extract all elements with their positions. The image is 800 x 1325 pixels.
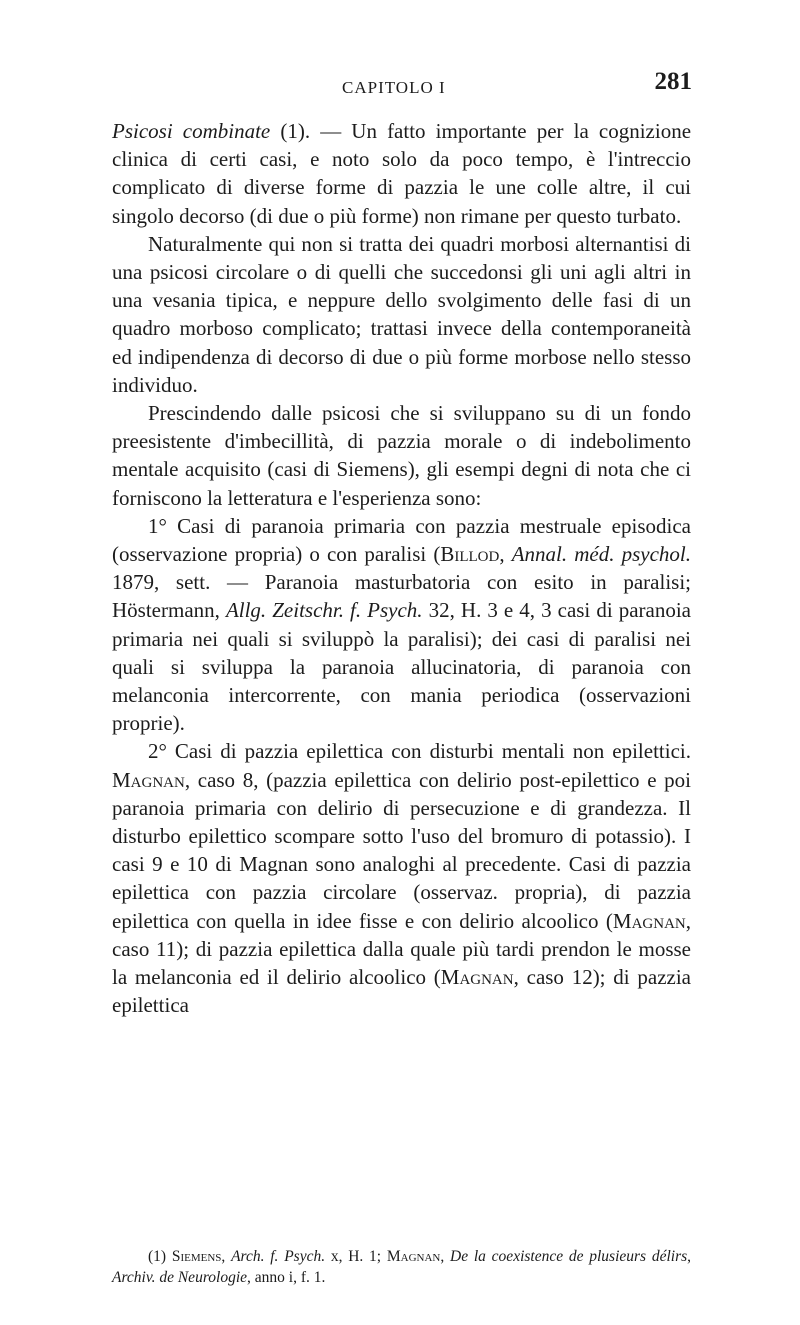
text-run: 2° Casi di pazzia epilettica con disturbi mentali non epilettici. bbox=[148, 739, 691, 764]
journal-title: Arch. f. Psych. bbox=[231, 1248, 326, 1265]
text-run: x, H. 1; bbox=[325, 1248, 387, 1265]
chapter-heading: CAPITOLO I bbox=[342, 78, 446, 97]
text-run: , bbox=[687, 1248, 692, 1265]
text-run: 1° Casi di paranoia primaria con pazzia mestruale episodica (osservazione propria) o con paralisi ( bbox=[112, 513, 691, 567]
body-text bbox=[112, 117, 691, 1020]
author-name: Magnan bbox=[440, 965, 514, 990]
intro-text: — Un fatto importante per la cognizione clinica di certi casi, e noto solo da poco tempo, è l'intreccio complicato di diverse forme di pazzia le une colle altre, il cui singolo decorso (di due o più forme) non rimane per questo turbato. bbox=[112, 119, 692, 228]
text-run: , caso 11); di pazzia epilettica dalla quale più tardi prendon le mosse la melanconia ed il delirio alcoolico ( bbox=[112, 908, 691, 990]
author-name: Magnan bbox=[612, 908, 686, 933]
work-title: De la coexistence de plusieurs délirs bbox=[450, 1248, 688, 1265]
paragraph-paranoia-cases bbox=[112, 512, 691, 738]
author-name: Magnan bbox=[112, 767, 185, 792]
page-number: 281 bbox=[654, 68, 692, 95]
text-run: , bbox=[499, 542, 512, 567]
paragraph-examples-intro: Prescindendo dalle psicosi che si sviluppano su di un fondo preesistente d'imbecillità, di pazzia morale o di indebolimento mentale acquisito (casi di Siemens), gli esempi degni di nota che ci forniscono la letteratura e l'esperienza sono: bbox=[112, 401, 691, 510]
journal-title: Annal. méd. psychol. bbox=[511, 542, 691, 567]
text-run: , anno i, f. 1. bbox=[247, 1269, 326, 1286]
author-name: Magnan bbox=[386, 1248, 441, 1265]
text-run: 32, H. 3 e 4, 3 casi di paranoia primaria nei quali si sviluppò la paralisi); dei casi di paralisi nei quali si sviluppa la paranoia allucinatoria, di paranoia con melanconia intercorrente, con mania periodica (osservazioni proprie). bbox=[112, 598, 691, 736]
footnote-marker: (1) bbox=[148, 1248, 172, 1265]
footnote bbox=[112, 1246, 691, 1288]
text-run: , caso 8, (pazzia epilettica con delirio post-epilettico e poi paranoia primaria con delirio di persecuzione e di grandezza. Il disturbo epilettico scompare sotto l'uso del bromuro di potassio). I casi 9 e 10 di Magnan sono analoghi al precedente. Casi di pazzia epilettica con pazzia circolare (osservaz. propria), di pazzia epilettica con quella in idee fisse e con delirio alcoolico ( bbox=[112, 767, 691, 933]
paragraph-distinction: Naturalmente qui non si tratta dei quadri morbosi alternantisi di una psicosi circolare o di quelli che succedonsi gli uni agli altri in una vesania tipica, e neppure dello svolgimento delle fasi di un quadro morboso complicato; trattasi invece della contemporaneità ed indipendenza di decorso di due o più forme morbose nello stesso individuo. bbox=[112, 231, 691, 397]
journal-title: Allg. Zeitschr. f. Psych. bbox=[225, 598, 423, 623]
author-name: Billod bbox=[440, 542, 500, 567]
author-name: Siemens bbox=[171, 1248, 222, 1265]
journal-title: Archiv. de Neurologie bbox=[112, 1269, 248, 1286]
running-header bbox=[112, 68, 692, 108]
paragraph-epilepsy-cases bbox=[112, 737, 691, 1019]
text-run: , bbox=[440, 1248, 451, 1265]
text-run: , caso 12); di pazzia epilettica bbox=[112, 965, 691, 1018]
section-title: Psicosi combinate bbox=[112, 119, 271, 143]
paragraph-intro bbox=[112, 117, 691, 230]
text-run: , bbox=[221, 1248, 232, 1265]
footnote-reference: (1). bbox=[280, 119, 311, 143]
text-run: 1879, sett. — Paranoia masturbatoria con esito in paralisi; Höstermann, bbox=[112, 570, 691, 623]
